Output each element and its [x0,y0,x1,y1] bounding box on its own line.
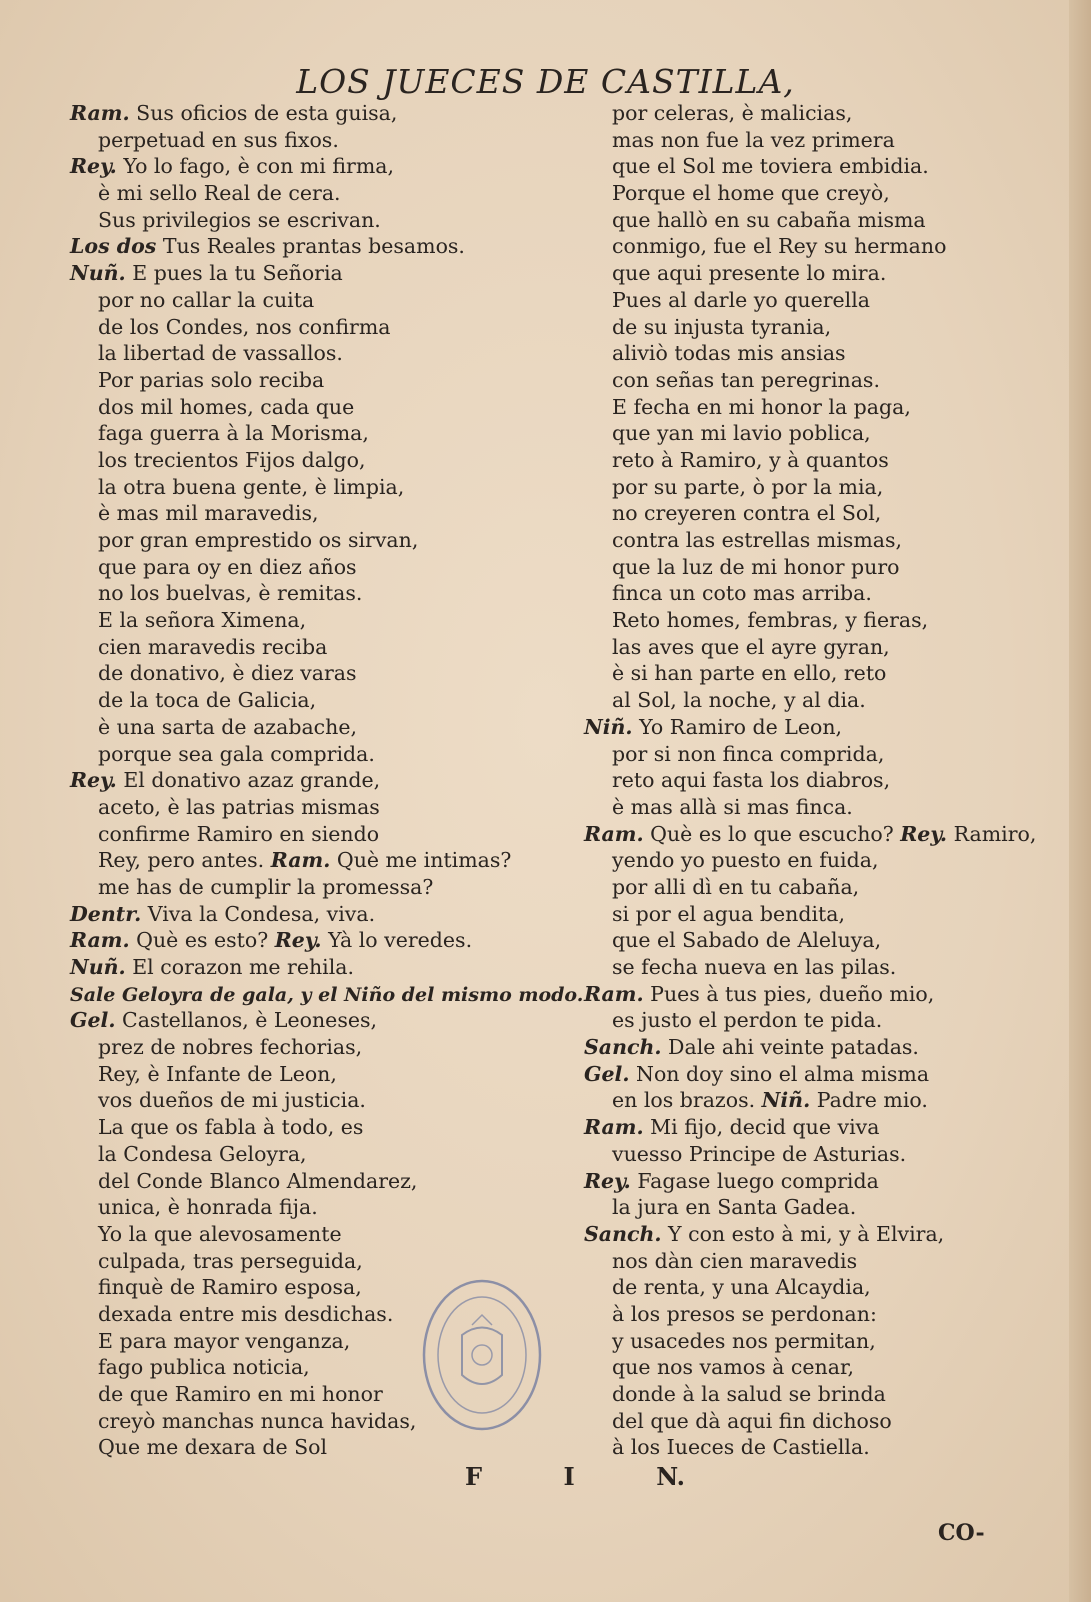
verse-line [584,527,1054,554]
stage-direction: Sale Geloyra de gala, y el Niño del mismo modo. [70,983,584,1006]
verse-text: El donativo azaz grande, [123,768,381,793]
fin-letter: F [465,1462,483,1491]
verse-line [584,741,1054,768]
verse-text: que el Sabado de Aleluya, [612,928,882,953]
verse-text: del que dà aqui fin dichoso [612,1408,892,1433]
verse-line [584,1408,1054,1435]
verse-text: fago publica noticia, [98,1355,310,1380]
verse-text: la otra buena gente, è limpia, [98,474,405,499]
verse-line [584,180,1054,207]
verse-text: Tus Reales prantas besamos. [162,234,465,259]
verse-text: conmigo, fue el Rey su hermano [612,234,947,259]
verse-text: prez de nobres fechorias, [98,1035,363,1060]
verse-text: que yan mi lavio poblica, [612,421,871,446]
verse-text: yendo yo puesto en fuida, [612,848,879,873]
verse-text: Por parias solo reciba [98,367,325,392]
verse-line [584,127,1054,154]
verse-text: es justo el perdon te pida. [612,1008,883,1033]
verse-line [70,821,550,848]
verse-line [70,1248,550,1275]
verse-text: Sus oficios de esta guisa, [136,101,398,125]
verse-text: me has de cumplir la promessa? [98,874,434,899]
verse-text: por alli dì en tu cabaña, [612,874,860,899]
verse-text: se fecha nueva en las pilas. [612,955,897,979]
verse-line [70,1087,550,1114]
verse-text: que la luz de mi honor puro [612,554,900,579]
page-title: LOS JUECES DE CASTILLA, [296,62,795,101]
verse-text: donde à la salud se brinda [612,1382,886,1406]
verse-text: è mi sello Real de cera. [98,181,341,206]
verse-text: y usacedes nos permitan, [612,1328,876,1353]
verse-line [584,607,1054,634]
verse-line [584,207,1054,234]
speaker-label: Ram. [584,981,644,1006]
verse-text: Que me dexara de Sol [98,1435,328,1460]
verse-line [584,554,1054,581]
page-edge [1069,0,1091,1602]
verse-text: è mas allà si mas finca. [612,794,853,819]
verse-text: faga guerra à la Morisma, [98,421,369,446]
verse-text: El corazon me rehila. [132,955,355,979]
library-seal-stamp-icon [420,1275,545,1435]
verse-line [584,874,1054,901]
verse-line [584,634,1054,661]
verse-line [70,340,550,367]
verse-text: Què me intimas? [336,848,512,873]
verse-line [70,1034,550,1061]
verse-text: E fecha en mi honor la paga, [612,394,911,419]
verse-line [584,153,1054,180]
speaker-label: Ram. [270,848,331,873]
verse-text: de los Condes, nos confirma [98,314,391,339]
verse-text: confirme Ramiro en siendo [98,821,380,846]
verse-line [70,207,550,234]
verse-line [70,1194,550,1221]
verse-text: vos dueños de mi justicia. [98,1088,366,1113]
speaker-label: Sanch. [584,1035,662,1060]
verse-text: contra las estrellas mismas, [612,528,903,552]
verse-text: de donativo, è diez varas [98,661,357,686]
speaker-label: Sanch. [584,1221,662,1246]
verse-text: Viva la Condesa, viva. [147,901,376,926]
verse-text: Non doy sino el alma misma [636,1061,930,1086]
verse-text: por gran emprestido os sirvan, [98,528,419,552]
speaker-label: Gel. [70,1008,116,1033]
verse-line [584,394,1054,421]
verse-text: perpetuad en sus fixos. [98,127,339,152]
verse-line [70,287,550,314]
verse-text: Reto homes, fembras, y fieras, [612,608,929,633]
verse-line [584,1301,1054,1328]
verse-text: nos dàn cien maravedis [612,1248,858,1273]
verse-text: è una sarta de azabache, [98,714,358,739]
verse-line [584,794,1054,821]
verse-text: porque sea gala comprida. [98,741,375,766]
speaker-label: Rey. [70,768,117,793]
verse-text: vuesso Principe de Asturias. [612,1141,907,1166]
verse-line [70,420,550,447]
verse-text: finquè de Ramiro esposa, [98,1275,362,1300]
verse-line [70,687,550,714]
verse-line [584,1061,1054,1088]
verse-line [584,927,1054,954]
verse-text: que aqui presente lo mira. [612,261,887,286]
verse-line [584,314,1054,341]
verse-line [584,901,1054,928]
verse-line [70,874,550,901]
verse-line [584,1221,1054,1248]
verse-text: cien maravedis reciba [98,634,328,659]
verse-line [70,741,550,768]
verse-text: E para mayor venganza, [98,1328,351,1353]
fin-letter: N. [656,1462,685,1491]
verse-text: con señas tan peregrinas. [612,367,880,392]
verse-line [584,660,1054,687]
verse-text: las aves que el ayre gyran, [612,634,890,659]
verse-text: por su parte, ò por la mia, [612,474,884,499]
speaker-label: Ram. [584,1115,644,1140]
verse-line [70,394,550,421]
verse-text: Yà lo veredes. [328,928,473,953]
verse-line [584,1194,1054,1221]
verse-line [70,767,550,794]
verse-line [70,447,550,474]
verse-text: mas non fue la vez primera [612,127,895,152]
verse-text: Yo lo fago, è con mi firma, [123,154,394,179]
verse-line [584,233,1054,260]
verse-text: la Condesa Geloyra, [98,1141,307,1166]
verse-text: Pues al darle yo querella [612,287,870,312]
verse-line [584,474,1054,501]
verse-line [584,1354,1054,1381]
verse-text: no los buelvas, è remitas. [98,581,363,606]
verse-line [584,580,1054,607]
verse-text: è si han parte en ello, reto [612,661,887,686]
speaker-label: Niñ. [584,714,633,739]
verse-text: è mas mil maravedis, [98,501,319,526]
verse-text: Y con esto à mi, y à Elvira, [668,1221,945,1246]
verse-text: E la señora Ximena, [98,608,307,633]
verse-line [584,100,1054,127]
verse-line [70,474,550,501]
verse-text: de su injusta tyrania, [612,314,832,339]
verse-line [584,981,1054,1008]
speaker-label: Los dos [70,234,157,259]
verse-text: à los presos se perdonan: [612,1301,877,1326]
verse-line [70,127,550,154]
verse-text: que hallò en su cabaña misma [612,207,926,232]
verse-line [584,821,1054,848]
verse-text: del Conde Blanco Almendarez, [98,1168,418,1193]
verse-line [70,1061,550,1088]
verse-text: por no callar la cuita [98,287,315,312]
speaker-label: Nuñ. [70,261,126,286]
speaker-label: Rey. [70,154,117,179]
verse-text: que nos vamos à cenar, [612,1355,855,1380]
verse-text: los trecientos Fijos dalgo, [98,447,366,472]
fin-marker [465,1462,685,1491]
verse-text: de que Ramiro en mi honor [98,1382,383,1406]
speaker-label: Rey. [584,1168,631,1193]
verse-line [70,1434,550,1461]
left-column [70,100,584,1461]
verse-line [584,340,1054,367]
verse-text: Dale ahi veinte patadas. [668,1035,919,1060]
verse-line [584,1381,1054,1408]
verse-line [70,981,584,1008]
verse-text: de la toca de Galicia, [98,688,317,713]
verse-text: de renta, y una Alcaydia, [612,1275,871,1300]
verse-line [70,500,550,527]
verse-text: Sus privilegios se escrivan. [98,207,381,232]
verse-line [70,153,550,180]
right-column [584,100,1054,1461]
speaker-label: Gel. [584,1061,630,1086]
verse-line [70,367,550,394]
verse-text: reto aqui fasta los diabros, [612,768,891,793]
verse-line [70,580,550,607]
verse-line [584,1087,1054,1114]
verse-line [70,954,550,981]
verse-line [584,420,1054,447]
verse-text: dexada entre mis desdichas. [98,1301,394,1326]
verse-text: dos mil homes, cada que [98,394,355,419]
verse-text: Castellanos, è Leoneses, [122,1008,378,1033]
verse-line [584,500,1054,527]
verse-line [70,714,550,741]
verse-text: finca un coto mas arriba. [612,581,872,606]
verse-line [584,1034,1054,1061]
verse-text: Porque el home que creyò, [612,181,890,206]
verse-text: Rey, pero antes. [98,848,265,873]
verse-text: Què es lo que escucho? [650,821,894,846]
verse-line [584,1168,1054,1195]
verse-line [70,634,550,661]
verse-line [70,554,550,581]
catchword: CO- [938,1520,985,1546]
verse-text: reto à Ramiro, y à quantos [612,447,889,472]
verse-text: no creyeren contra el Sol, [612,501,882,526]
verse-text: E pues la tu Señoria [132,261,343,286]
verse-line [70,1168,550,1195]
speaker-label: Dentr. [70,901,142,926]
verse-line [70,260,550,287]
verse-line [584,447,1054,474]
verse-text: Yo la que alevosamente [98,1221,342,1246]
fin-letter: I [563,1462,575,1491]
verse-line [70,847,550,874]
verse-text: por si non finca comprida, [612,741,885,766]
verse-line [584,1007,1054,1034]
speaker-label: Rey. [274,928,322,953]
verse-line [70,660,550,687]
speaker-label: Ram. [70,101,130,125]
verse-line [70,233,550,260]
verse-text: Ramiro, [953,821,1037,846]
verse-line [70,1007,550,1034]
verse-text: Pues à tus pies, dueño mio, [650,981,935,1006]
verse-text: Yo Ramiro de Leon, [639,714,843,739]
verse-line [584,367,1054,394]
speaker-label: Ram. [70,928,130,953]
verse-text: Què es esto? [136,928,269,953]
verse-line [70,1141,550,1168]
verse-text: que para oy en diez años [98,554,357,579]
verse-text: unica, è honrada fija. [98,1195,318,1220]
verse-line [584,1274,1054,1301]
verse-line [584,1328,1054,1355]
verse-line [584,260,1054,287]
speaker-label: Niñ. [761,1088,811,1113]
verse-line [584,954,1054,981]
verse-text: culpada, tras perseguida, [98,1248,363,1273]
verse-text: en los brazos. [612,1088,756,1113]
speaker-label: Ram. [584,821,644,846]
verse-text: Padre mio. [816,1088,928,1113]
verse-line [70,100,550,127]
verse-text: que el Sol me toviera embidia. [612,154,929,179]
verse-text: creyò manchas nunca havidas, [98,1408,417,1433]
verse-line [70,1221,550,1248]
verse-text: Rey, è Infante de Leon, [98,1061,337,1086]
verse-text: al Sol, la noche, y al dia. [612,688,866,713]
verse-line [70,901,550,928]
verse-text: La que os fabla à todo, es [98,1115,364,1140]
verse-text: si por el agua bendita, [612,901,845,926]
verse-text: por celeras, è malicias, [612,101,853,125]
verse-line [584,847,1054,874]
speaker-label: Nuñ. [70,955,126,979]
verse-line [584,687,1054,714]
verse-line [70,314,550,341]
verse-line [584,287,1054,314]
verse-line [584,1434,1054,1461]
verse-line [584,1114,1054,1141]
verse-line [70,927,550,954]
verse-line [70,794,550,821]
verse-line [70,527,550,554]
verse-line [584,714,1054,741]
verse-line [584,1248,1054,1275]
verse-text: à los Iueces de Castiella. [612,1435,870,1460]
verse-line [70,1114,550,1141]
verse-line [70,607,550,634]
verse-text: Mi fijo, decid que viva [650,1115,880,1140]
verse-text: aliviò todas mis ansias [612,341,846,366]
verse-line [70,180,550,207]
verse-text: Fagase luego comprida [637,1168,879,1193]
speaker-label: Rey. [900,821,948,846]
verse-line [584,1141,1054,1168]
verse-text: la libertad de vassallos. [98,341,343,366]
verse-line [584,767,1054,794]
verse-text: aceto, è las patrias mismas [98,794,380,819]
verse-text: la jura en Santa Gadea. [612,1195,857,1220]
